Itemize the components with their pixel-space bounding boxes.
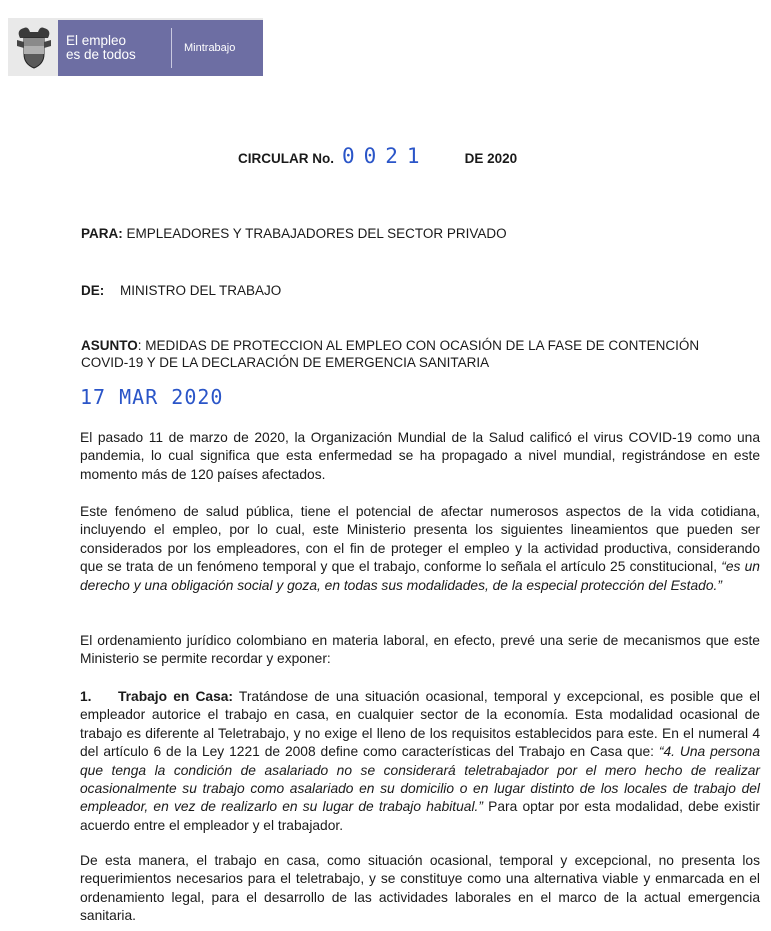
circular-label: CIRCULAR No.	[238, 151, 334, 166]
asunto-label: ASUNTO	[81, 338, 138, 353]
para-value: EMPLEADORES Y TRABAJADORES DEL SECTOR PRIVADO	[126, 226, 507, 241]
circular-year: DE 2020	[464, 151, 518, 166]
asunto-line2: COVID-19 Y DE LA DECLARACIÓN DE EMERGENCIA SANITARIA	[81, 355, 490, 370]
paragraph-3: El ordenamiento jurídico colombiano en materia laboral, en efecto, prevé una serie de mecanismos que este Ministerio se permite recordar y exponer:	[80, 633, 760, 667]
circular-heading	[238, 144, 517, 168]
list-item-1-number: 1.	[80, 689, 92, 704]
paragraph-2	[80, 503, 760, 595]
ministry-logo	[58, 20, 263, 76]
list-item-1-text: Tratándose de una situación ocasional, temporal y excepcional, es posible que el empleador autorice el trabajo en casa, en cualquier sector de la economía. Esta modalidad ocasional de trabajo es diferente al Teletrabajo, y no exige el lleno de los requisitos establecidos para este. En el numeral 4 del artículo 6 de la Ley 1221 de 2008 define como características del Trabajo en Casa que:	[80, 689, 760, 760]
list-item-1-tail: Para optar por esta modalidad, debe existir acuerdo entre el empleador y el trabajador.	[80, 799, 760, 833]
date-stamp: 17 MAR 2020	[80, 385, 224, 409]
paragraph-2-quote: “es un derecho y una obligación social y goza, en todas sus modalidades, de la especial protección del Estado.”	[80, 559, 760, 593]
list-item-1-title: Trabajo en Casa:	[118, 689, 234, 704]
circular-number-stamp: 0021	[342, 144, 429, 168]
logo-slogan-line1: El empleo	[66, 33, 127, 48]
list-item-1-quote: “4. Una persona que tenga la condición de asalariado no se considerará teletrabajador por el mero hecho de realizar ocasionalmente su trabajo como asalariado en su domicilio o en lugar distinto de los locales de trabajo del empleador, en vez de realizarlo en su lugar de trabajo habitual.”	[80, 744, 760, 815]
asunto-line1: : MEDIDAS DE PROTECCION AL EMPLEO CON OCASIÓN DE LA FASE DE CONTENCIÓN	[137, 338, 700, 353]
de-field	[81, 283, 281, 298]
de-value: MINISTRO DEL TRABAJO	[120, 283, 282, 298]
de-label: DE:	[81, 283, 105, 298]
paragraph-2-text: Este fenómeno de salud pública, tiene el potencial de afectar numerosos aspectos de la vida cotidiana, incluyendo el empleo, por lo cual, este Ministerio presenta los siguientes lineamientos que pueden ser considerados por los empleadores, con el fin de proteger el empleo y la actividad productiva, considerando que se trata de un fenómeno temporal y que el trabajo, conforme lo señala el artículo 25 constitucional,	[80, 504, 760, 575]
paragraph-1: El pasado 11 de marzo de 2020, la Organización Mundial de la Salud calificó el virus COVID-19 como una pandemia, lo cual significa que esta enfermedad se ha propagado a nivel mundial, registrándose en este momento más de 120 países afectados.	[80, 430, 760, 482]
para-field	[81, 226, 507, 241]
logo-slogan	[58, 28, 172, 68]
para-label: PARA:	[81, 226, 123, 241]
list-item-1	[80, 688, 760, 835]
logo-ministry-name: Mintrabajo	[184, 42, 236, 54]
asunto-field	[81, 337, 761, 371]
colombia-coat-of-arms-icon	[14, 24, 54, 70]
paragraph-5: De esta manera, el trabajo en casa, como situación ocasional, temporal y excepcional, no presenta los requerimientos necesarios para el teletrabajo, y se constituye como una alternativa viable y enmarcada en el ordenamiento legal, para el desarrollo de las actividades laborales en el marco de la actual emergencia sanitaria.	[80, 853, 760, 924]
logo-slogan-line2: es de todos	[66, 47, 136, 62]
